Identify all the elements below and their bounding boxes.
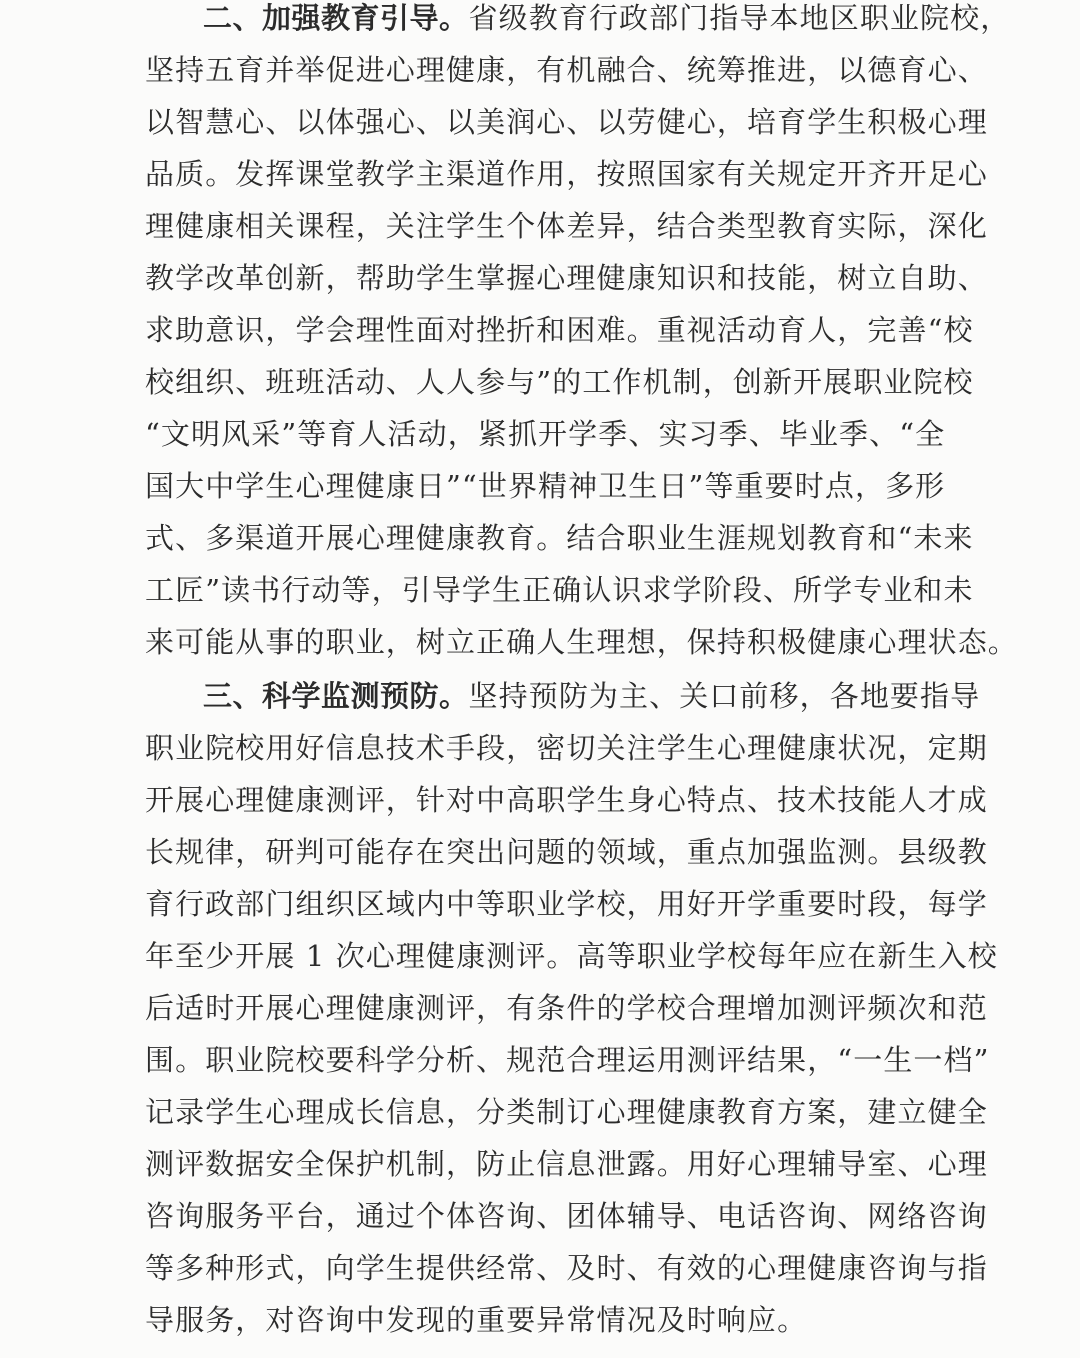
section3-first-line <box>145 670 981 722</box>
section3-line: 围。职业院校要科学分析、规范合理运用测评结果，“一生一档” <box>145 1043 990 1077</box>
section2-line: 式、多渠道开展心理健康教育。结合职业生涯规划教育和“未来 <box>145 521 974 555</box>
section3-line: 长规律，研判可能存在突出问题的领域，重点加强监测。县级教 <box>145 835 988 869</box>
section3-line: 后适时开展心理健康测评，有条件的学校合理增加测评频次和范 <box>145 991 988 1025</box>
section3-line: 坚持预防为主、关口前移，各地要指导 <box>468 679 981 713</box>
section2-heading: 二、加强教育引导。 <box>203 1 469 35</box>
section3-heading: 三、科学监测预防。 <box>203 679 469 713</box>
section2-line: 理健康相关课程，关注学生个体差异，结合类型教育实际，深化 <box>145 209 988 243</box>
section3-line: 记录学生心理成长信息，分类制订心理健康教育方案，建立健全 <box>145 1095 988 1129</box>
section2-line: 品质。发挥课堂教学主渠道作用，按照国家有关规定开齐开足心 <box>145 157 988 191</box>
section2-line: 省级教育行政部门指导本地区职业院校， <box>468 1 1011 35</box>
section2-line: 国大中学生心理健康日”“世界精神卫生日”等重要时点，多形 <box>145 469 946 503</box>
section2-line: 教学改革创新，帮助学生掌握心理健康知识和技能，树立自助、 <box>145 261 988 295</box>
section3-line: 等多种形式，向学生提供经常、及时、有效的心理健康咨询与指 <box>145 1251 988 1285</box>
section3-line: 年至少开展 1 次心理健康测评。高等职业学校每年应在新生入校 <box>145 939 998 973</box>
section2-line: 校组织、班班活动、人人参与”的工作机制，创新开展职业院校 <box>145 365 974 399</box>
section2-line: 坚持五育并举促进心理健康，有机融合、统筹推进，以德育心、 <box>145 53 988 87</box>
section3-line: 咨询服务平台，通过个体咨询、团体辅导、电话咨询、网络咨询 <box>145 1199 988 1233</box>
section3-line: 导服务，对咨询中发现的重要异常情况及时响应。 <box>145 1303 808 1337</box>
section2-line: 工匠”读书行动等，引导学生正确认识求学阶段、所学专业和未 <box>145 573 974 607</box>
section2-line: 来可能从事的职业，树立正确人生理想，保持积极健康心理状态。 <box>145 625 1018 659</box>
section2-first-line <box>145 0 1011 44</box>
section3-line: 开展心理健康测评，针对中高职学生身心特点、技术技能人才成 <box>145 783 988 817</box>
section3-line: 职业院校用好信息技术手段，密切关注学生心理健康状况，定期 <box>145 731 988 765</box>
section2-line: 以智慧心、以体强心、以美润心、以劳健心，培育学生积极心理 <box>145 105 988 139</box>
section2-line: “文明风采”等育人活动，紧抓开学季、实习季、毕业季、“全 <box>145 417 946 451</box>
section2-line: 求助意识，学会理性面对挫折和困难。重视活动育人，完善“校 <box>145 313 974 347</box>
section3-line: 育行政部门组织区域内中等职业学校，用好开学重要时段，每学 <box>145 887 988 921</box>
section3-line: 测评数据安全保护机制，防止信息泄露。用好心理辅导室、心理 <box>145 1147 988 1181</box>
